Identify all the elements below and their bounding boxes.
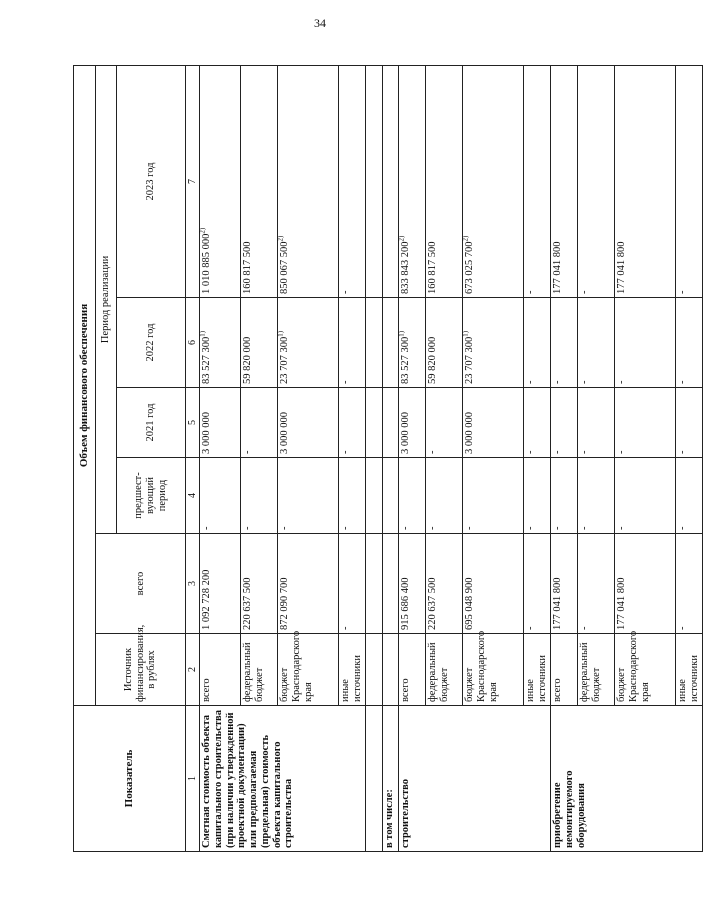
previous-cell: - [551, 458, 578, 534]
y2021-cell: 3 000 000 [399, 388, 426, 458]
y2021-cell: - [339, 388, 366, 458]
y2021-cell: - [241, 388, 278, 458]
y2023-cell [578, 65, 615, 297]
header-period: Период реализации [96, 65, 117, 533]
y2023-cell [551, 65, 578, 297]
column-number: 7 [186, 65, 200, 297]
footnote-mark: 1) [276, 330, 285, 337]
empty-cell [383, 634, 399, 706]
y2022-value: - [677, 380, 688, 384]
y2021-cell: - [578, 388, 615, 458]
y2021-cell: - [551, 388, 578, 458]
y2022-cell [524, 298, 551, 388]
y2022-value: 83 527 300 [400, 336, 411, 384]
previous-cell: - [399, 458, 426, 534]
table-row [200, 65, 241, 851]
y2021-cell: - [524, 388, 551, 458]
column-number: 5 [186, 388, 200, 458]
header-source: Источник финансирования, в рублях [96, 634, 186, 706]
y2022-value: 23 707 300 [279, 336, 290, 384]
y2023-value: 177 041 800 [616, 241, 627, 294]
column-number: 3 [186, 534, 200, 634]
table-row [399, 65, 426, 851]
total-cell: - [578, 534, 615, 634]
y2022-cell [463, 298, 524, 388]
y2022-cell [200, 298, 241, 388]
header-indicator: Показатель [74, 706, 186, 852]
y2022-value: 59 820 000 [427, 336, 438, 384]
y2022-cell [615, 298, 676, 388]
y2022-cell [426, 298, 463, 388]
source-cell: всего [551, 634, 578, 706]
empty-cell [366, 298, 383, 388]
total-cell: 695 048 900 [463, 534, 524, 634]
source-cell: бюджет Краснодарского края [278, 634, 339, 706]
footnote-mark: 1) [397, 330, 406, 337]
source-cell: иные источники [676, 634, 703, 706]
indicator-cell: приобретение немонтируемого оборудования [551, 706, 703, 852]
previous-cell: - [426, 458, 463, 534]
y2023-cell [399, 65, 426, 297]
empty-cell [383, 388, 399, 458]
footnote-mark: 2) [198, 227, 207, 234]
header-financing-volume: Объем финансового обеспечения [74, 65, 96, 705]
source-cell: бюджет Краснодарского края [615, 634, 676, 706]
total-cell: 177 041 800 [551, 534, 578, 634]
y2021-cell: - [615, 388, 676, 458]
header-total: всего [96, 534, 186, 634]
empty-cell [366, 458, 383, 534]
footnote-mark: 2) [397, 235, 406, 242]
y2021-cell: 3 000 000 [463, 388, 524, 458]
previous-cell: - [524, 458, 551, 534]
total-cell: 220 637 500 [241, 534, 278, 634]
source-cell: иные источники [524, 634, 551, 706]
source-cell: федеральный бюджет [578, 634, 615, 706]
y2022-cell [551, 298, 578, 388]
y2023-cell [278, 65, 339, 297]
y2023-value: 160 817 500 [427, 241, 438, 294]
y2023-cell [339, 65, 366, 297]
source-cell: иные источники [339, 634, 366, 706]
previous-cell: - [339, 458, 366, 534]
y2021-cell: 3 000 000 [278, 388, 339, 458]
page-number: 34 [314, 16, 326, 30]
total-cell: - [676, 534, 703, 634]
y2023-value: - [677, 290, 688, 294]
financing-table [73, 65, 703, 852]
y2022-cell [578, 298, 615, 388]
column-number: 4 [186, 458, 200, 534]
total-cell: 1 092 728 200 [200, 534, 241, 634]
empty-cell [366, 634, 383, 706]
source-cell: бюджет Краснодарского края [463, 634, 524, 706]
y2023-cell [463, 65, 524, 297]
y2023-value: - [525, 290, 536, 294]
source-cell: федеральный бюджет [241, 634, 278, 706]
total-cell: 220 637 500 [426, 534, 463, 634]
table-row [551, 65, 578, 851]
empty-cell [383, 458, 399, 534]
y2022-value: - [525, 380, 536, 384]
total-cell: 915 686 400 [399, 534, 426, 634]
y2022-value: 23 707 300 [464, 336, 475, 384]
source-cell: всего [399, 634, 426, 706]
table-row-including [383, 65, 399, 851]
y2021-cell: 3 000 000 [200, 388, 241, 458]
y2022-cell [339, 298, 366, 388]
table-row-spacer [366, 65, 383, 851]
source-cell: всего [200, 634, 241, 706]
header-year-2021: 2021 год [117, 388, 186, 458]
y2023-value: - [579, 290, 590, 294]
empty-cell [366, 534, 383, 634]
footnote-mark: 2) [276, 235, 285, 242]
footnote-mark: 1) [198, 330, 207, 337]
y2023-cell [676, 65, 703, 297]
y2023-value: 673 025 700 [464, 241, 475, 294]
footnote-mark: 2) [461, 235, 470, 242]
y2023-cell [524, 65, 551, 297]
indicator-cell: Сметная стоимость объекта капитального строительства (при наличии утвержденной проектной документации) или предполагаемая (предельная) стоимость объекта капитального строительства [200, 706, 366, 852]
y2022-value: 83 527 300 [201, 336, 212, 384]
total-cell: - [339, 534, 366, 634]
y2023-cell [426, 65, 463, 297]
previous-cell: - [200, 458, 241, 534]
column-number: 2 [186, 634, 200, 706]
previous-cell: - [676, 458, 703, 534]
header-year-2023: 2023 год [117, 65, 186, 297]
y2022-value: - [552, 380, 563, 384]
empty-cell [366, 706, 383, 852]
y2022-value: - [340, 380, 351, 384]
previous-cell: - [463, 458, 524, 534]
empty-cell [366, 388, 383, 458]
y2021-cell: - [426, 388, 463, 458]
total-cell: - [524, 534, 551, 634]
y2022-cell [399, 298, 426, 388]
header-previous-period: предшест-вующий период [117, 458, 186, 534]
footnote-mark: 1) [461, 330, 470, 337]
including-label: в том числе: [383, 706, 399, 852]
indicator-cell: строительство [399, 706, 551, 852]
y2022-cell [676, 298, 703, 388]
source-cell: федеральный бюджет [426, 634, 463, 706]
previous-cell: - [278, 458, 339, 534]
empty-cell [383, 298, 399, 388]
y2023-cell [200, 65, 241, 297]
y2021-cell: - [676, 388, 703, 458]
y2022-cell [241, 298, 278, 388]
column-number: 6 [186, 298, 200, 388]
empty-cell [383, 534, 399, 634]
total-cell: 872 090 700 [278, 534, 339, 634]
y2023-cell [615, 65, 676, 297]
y2023-value: - [340, 290, 351, 294]
empty-cell [383, 65, 399, 297]
y2023-value: 850 067 500 [279, 241, 290, 294]
y2023-value: 833 843 200 [400, 241, 411, 294]
y2022-value: - [579, 380, 590, 384]
y2023-value: 1 010 885 000 [201, 233, 212, 294]
y2022-value: 59 820 000 [242, 336, 253, 384]
previous-cell: - [578, 458, 615, 534]
y2023-cell [241, 65, 278, 297]
previous-cell: - [615, 458, 676, 534]
previous-cell: - [241, 458, 278, 534]
empty-cell [366, 65, 383, 297]
rotated-table-container [73, 66, 700, 852]
total-cell: 177 041 800 [615, 534, 676, 634]
y2023-value: 160 817 500 [242, 241, 253, 294]
header-year-2022: 2022 год [117, 298, 186, 388]
y2022-cell [278, 298, 339, 388]
y2022-value: - [616, 380, 627, 384]
y2023-value: 177 041 800 [552, 241, 563, 294]
column-number: 1 [186, 706, 200, 852]
